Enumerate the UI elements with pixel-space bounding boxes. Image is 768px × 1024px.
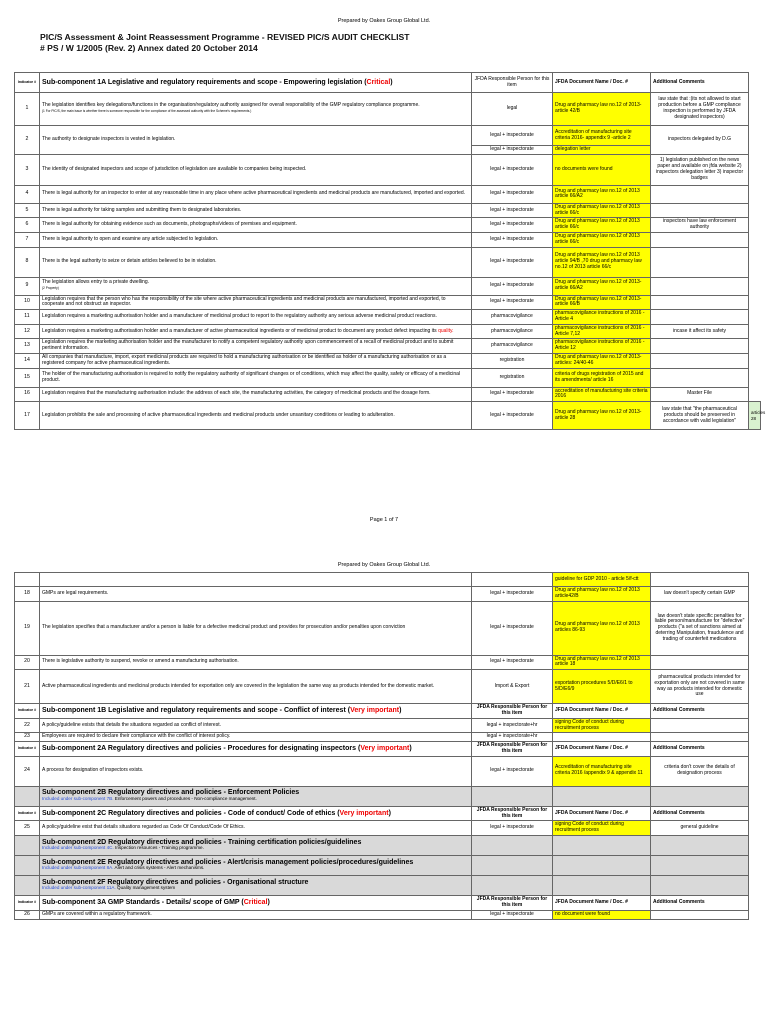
responsible-person: legal + inspectorate [472,655,553,670]
document-reference: Drug and pharmacy law no.12 of 2013- article 66/B [553,295,651,310]
doc-name-header: JFDA Document Name / Doc. # [553,806,651,821]
doc-name-header: JFDA Document Name / Doc. # [553,73,651,93]
document-reference: Accreditation of manufacturing site criteria 2016 /appendix 9 & appendix 11 [553,756,651,786]
responsible-person: legal + inspectorate [472,601,553,655]
indicator-label: Indicator # [15,73,40,93]
additional-comment: law doesn't state specific penalties for liable person/manufacture for "defective" products ("a set of sanctions aimed at deterring Manipulation, fraudulence and trading of counterfeit medications [651,601,749,655]
section-header-1b [15,704,761,719]
additional-comment [651,655,749,670]
extra-note [749,910,761,919]
prepared-by-header: Prepared by Oakes Group Global Ltd. [337,18,431,24]
document-reference: Drug and pharmacy law no.12 of 2013 article 66/c [553,232,651,247]
checklist-row-16 [15,387,761,402]
additional-comments-header: Additional Comments [651,806,749,821]
item-number: 12 [15,324,40,339]
additional-comments-header: Additional Comments [651,704,749,719]
section-title: Sub-component 1A Legislative and regulatory requirements and scope - Empowering legislation (Critical) [40,73,472,93]
document-reference: Drug and pharmacy law no.12 of 2013 article 66/A2 [553,185,651,203]
section-title: Sub-component 2D Regulatory directives and policies - Training certification policies/guidelines Included under sub-component 4C. Inspection resources - Training programme. [40,835,472,855]
item-number: 25 [15,821,40,836]
doc-name-header: JFDA Document Name / Doc. # [553,742,651,757]
item-requirement: The legislation specifies that a manufacturer and/or a person is liable for a defective medicinal product and provides for prosecution and/or penalties upon conviction [40,601,472,655]
responsible-person: legal + inspectorate [472,154,553,185]
document-reference: Drug and pharmacy law no.12 of 2013- articles: 24/40-46 [553,353,651,368]
document-reference: Accreditation of manufacturing site criteria 2016- appendix 9 -article 2 [553,126,651,146]
section-header-2f [15,875,761,895]
section-title: Sub-component 1B Legislative and regulatory requirements and scope - Conflict of interest (Very important) [40,704,472,719]
responsible-person: registration [472,353,553,368]
item-number: 8 [15,247,40,277]
document-reference: pharmacovigilance instructions of 2016 -Article 4 [553,310,651,325]
section-header-2a [15,742,761,757]
item-requirement: GMPs are covered within a regulatory framework. [40,910,472,919]
additional-comment [651,353,749,368]
item-number: 6 [15,218,40,233]
additional-comments-header: Additional Comments [651,73,749,93]
item-number: 13 [15,339,40,354]
item-number: 19 [15,601,40,655]
additional-comment [651,203,749,218]
item-requirement: The authority to designate inspectors is vested in legislation. [40,126,472,155]
item-requirement: Legislation requires a marketing authorisation holder and a manufacturer of active pharmaceutical ingredients or of medicinal product to document any product defect impacting its quality. [40,324,472,339]
item-number: 2 [15,126,40,155]
responsible-person: legal + inspectorate [472,185,553,203]
indicator-label: Indicator # [15,806,40,821]
item-number: 22 [15,718,40,733]
extra-note [749,247,761,277]
document-reference: signing Code of conduct during recruitment process [553,821,651,836]
extra-note [749,277,761,295]
item-requirement: Employees are required to declare their compliance with the conflict of interest policy. [40,733,472,742]
resp-person-header: JFDA Responsible Person for this item [472,895,553,910]
item-requirement: Legislation prohibits the sale and processing of active pharmaceutical ingredients and medicinal products under unsanitary conditions or leading to adulteration. [40,402,472,430]
checklist-row-13 [15,339,761,354]
extra-note [749,353,761,368]
additional-comment [651,185,749,203]
document-reference: criteria of drugs registration of 2015 and its amendments/ article 16 [553,368,651,387]
checklist-row-3 [15,154,761,185]
checklist-row-6 [15,218,761,233]
checklist-row-15 [15,368,761,387]
item-number: 3 [15,154,40,185]
additional-comment: general guideline [651,821,749,836]
responsible-person: pharmacovigilance [472,310,553,325]
additional-comment: inspectors delegated by D.G [651,126,749,155]
item-requirement: A process for designation of inspectors exists. [40,756,472,786]
item-requirement: The holder of the manufacturing authorisation is required to notify the regulatory authority of significant changes or of conditions, which may affect the quality, safety or efficacy of a medicinal product. [40,368,472,387]
additional-comment: incase it affect its safety [651,324,749,339]
item-number: 26 [15,910,40,919]
item-number: 1 [15,93,40,126]
resp-person-header: JFDA Responsible Person for this item [472,742,553,757]
checklist-row-20 [15,655,761,670]
additional-comment: law state that "the pharmaceutical products should be preserved in accordance with valid legislation" [651,402,749,430]
responsible-person: legal + inspectorate [472,756,553,786]
checklist-row-19 [15,601,761,655]
additional-comment: pharmaceutical products intended for exportation only are not covered in same way as products intended for domestic use [651,670,749,704]
responsible-person: legal + inspectorate [472,126,553,146]
item-requirement: A policy/guideline exists that details the situations regarded as conflict of interest. [40,718,472,733]
checklist-row-23 [15,733,761,742]
item-requirement: The identity of designated inspectors and scope of jurisdiction of legislation are available to companies being inspected. [40,154,472,185]
responsible-person: legal + inspectorate+hr [472,718,553,733]
additional-comments-header: Additional Comments [651,895,749,910]
item-number: 23 [15,733,40,742]
checklist-table-page2 [14,572,761,920]
checklist-row-24 [15,756,761,786]
additional-comment [651,277,749,295]
extra-note [749,718,761,733]
checklist-row-22 [15,718,761,733]
extra-note [749,821,761,836]
item-requirement: GMPs are legal requirements. [40,587,472,602]
indicator-label: Indicator # [15,895,40,910]
responsible-person: legal + inspectorate [472,821,553,836]
item-requirement: There is legal authority to open and examine any article subjected to legislation. [40,232,472,247]
extra-note [749,295,761,310]
extra-note [749,655,761,670]
extra-note [749,339,761,354]
additional-comment: 1) legislation published on the news paper and available on jfda website 2) inspectors delegation letter 3) inspector badges [651,154,749,185]
document-reference: Drug and pharmacy law no.12 of 2013 articles 86-93 [553,601,651,655]
extra-note [749,601,761,655]
document-reference: pharmacovigilance instructions of 2016 -Article 7,12 [553,324,651,339]
item-requirement: Legislation requires a marketing authorisation holder and a manufacturer of medicinal product to report to the regulatory authority any serious adverse medicinal product reactions. [40,310,472,325]
item-number: 11 [15,310,40,325]
section-header-2b [15,786,761,806]
extra-note [749,93,761,126]
item-number: 14 [15,353,40,368]
document-title-line2: # PS / W 1/2005 (Rev. 2) Annex dated 20 October 2014 [40,43,258,53]
page-number: Page 1 of 7 [369,517,399,523]
responsible-person: legal + inspectorate [472,277,553,295]
document-reference: no documents were found [553,154,651,185]
checklist-row-21 [15,670,761,704]
checklist-row-17 [15,402,761,430]
item-number: 10 [15,295,40,310]
item-number: 18 [15,587,40,602]
checklist-row-10 [15,295,761,310]
extra-note [749,218,761,233]
item-requirement: There is legal authority for an inspector to enter at any reasonable time in any place where active pharmaceutical ingredients and medicinal products are manufactured, imported and exported. [40,185,472,203]
extra-note [749,756,761,786]
section-title: Sub-component 2E Regulatory directives and policies - Alert/crisis management policies/procedures/guidelines Included under sub-component 8A. Alert and crisis systems - Alert mechanisms. [40,855,472,875]
checklist-row-7 [15,232,761,247]
item-number: 17 [15,402,40,430]
item-requirement: A policy/guideline exist that details situations regarded as Code Of Conduct/Code Of Ethics. [40,821,472,836]
extra-note [749,185,761,203]
section-header-1a [15,73,761,93]
additional-comment: criteria don't cover the details of designation process [651,756,749,786]
item-requirement: All companies that manufacture, import, export medicinal products are required to hold a manufacturing authorisation or be identified as holder of a manufacturing authorisation or as a registered company for active pharmaceutical ingredients. [40,353,472,368]
document-reference: pharmacovigilance instructions of 2016 -Article 12 [553,339,651,354]
responsible-person: pharmacovigilance [472,339,553,354]
responsible-person: legal + inspectorate [472,247,553,277]
document-reference: Drug and pharmacy law no.12 of 2013- article 28 [553,402,651,430]
item-number: 20 [15,655,40,670]
document-reference: Drug and pharmacy law no.12 of 2013- article 66/A2 [553,277,651,295]
checklist-row-8 [15,247,761,277]
extra-note: articles 28 [749,402,761,430]
document-reference: Drug and pharmacy law no.12 of 2013 article 18 [553,655,651,670]
document-reference: Drug and pharmacy law no.12 of 2013 article 94/B ,70 drug and pharmacy law no.12 of 2013 article 66/c [553,247,651,277]
document-reference: guideline for GDP 2010 - article 5/f-ctt [553,573,651,587]
doc-name-header: JFDA Document Name / Doc. # [553,704,651,719]
checklist-table-page1 [14,72,766,430]
responsible-person: legal + inspectorate [472,587,553,602]
item-number: 4 [15,185,40,203]
section-title: Sub-component 2A Regulatory directives and policies - Procedures for designating inspectors (Very important) [40,742,472,757]
document-reference: exportation procedures 5/D/E6/1 to 5/D/E6/9 [553,670,651,704]
document-title [40,32,409,54]
additional-comment: Master File [651,387,749,402]
responsible-person: pharmacovigilance [472,324,553,339]
additional-comment [651,295,749,310]
responsible-person: legal + inspectorate [472,146,553,155]
section-header-3a [15,895,761,910]
responsible-person: legal [472,93,553,126]
item-requirement: Active pharmaceutical ingredients and medicinal products intended for exportation only are covered in the legislation the same way as products intended for the domestic market. [40,670,472,704]
extra-note [749,324,761,339]
checklist-row-14 [15,353,761,368]
additional-comment [651,910,749,919]
item-number: 9 [15,277,40,295]
section-title: Sub-component 3A GMP Standards - Details/ scope of GMP (Critical) [40,895,472,910]
checklist-row-18 [15,587,761,602]
additional-comment [651,232,749,247]
indicator-label: Indicator # [15,704,40,719]
checklist-row-9 [15,277,761,295]
responsible-person: legal + inspectorate [472,232,553,247]
document-reference [553,733,651,742]
item-number: 21 [15,670,40,704]
responsible-person: legal + inspectorate+hr [472,733,553,742]
item-number: 24 [15,756,40,786]
additional-comment [651,310,749,325]
section-header-2d [15,835,761,855]
extra-note [749,310,761,325]
additional-comment: law doesn't specify certain GMP [651,587,749,602]
responsible-person: legal + inspectorate [472,295,553,310]
responsible-person: Import & Export [472,670,553,704]
checklist-row-26 [15,910,761,919]
item-number: 15 [15,368,40,387]
section-header-2e [15,855,761,875]
item-requirement: There is legislative authority to suspend, revoke or amend a manufacturing authorisation. [40,655,472,670]
resp-person-header: JFDA Responsible Person for this item [472,704,553,719]
extra-note [749,203,761,218]
extra-note [749,232,761,247]
doc-name-header: JFDA Document Name / Doc. # [553,895,651,910]
document-reference: delegation letter [553,146,651,155]
responsible-person: registration [472,368,553,387]
responsible-person: legal + inspectorate [472,218,553,233]
additional-comment: law state that :(its not allowed to start production before a GMP compliance inspection is performed by JFDA designated inspectors) [651,93,749,126]
item-requirement: The legislation identifies key delegations/functions in the organisation/regulatory authority assigned for overall responsibility of the GMP regulatory compliance programme. (1 For PIC/S, the main issue is whether there is someone responsible for the compliance of the assessed authority with the Scheme's requirements.) [40,93,472,126]
item-requirement: Legislation requires the marketing authorisation holder and the manufacturer to notify a competent regulatory authority upon commencement of a recall of medicinal product and to submit pertinent information. [40,339,472,354]
section-title: Sub-component 2C Regulatory directives and policies - Code of conduct/ Code of ethics (Very important) [40,806,472,821]
checklist-row-5 [15,203,761,218]
extra-note [749,387,761,402]
extra-note [749,670,761,704]
item-requirement: The legislation allows entry to a private dwelling. (2 Property) [40,277,472,295]
checklist-row-12 [15,324,761,339]
continuation-row [15,573,761,587]
document-reference: Drug and pharmacy law no.12 of 2013 article 66/c [553,203,651,218]
item-requirement: There is the legal authority to seize or detain articles believed to be in violation. [40,247,472,277]
checklist-row-4 [15,185,761,203]
item-number: 5 [15,203,40,218]
additional-comment: inspectors have law enforcement authority [651,218,749,233]
checklist-row-2 [15,126,761,146]
document-reference: Drug and pharmacy law no.12 of 2013 article42/B [553,587,651,602]
indicator-label: Indicator # [15,742,40,757]
importance-critical: Critical [366,78,391,86]
additional-comment [651,718,749,733]
document-reference: signing Code of conduct during recruitment process [553,718,651,733]
additional-comment [651,247,749,277]
extra-note [749,587,761,602]
resp-person-header: JFDA Responsible Person for this item [472,73,553,93]
item-requirement: There is legal authority for taking samples and submitting them to designated laboratories. [40,203,472,218]
checklist-row-25 [15,821,761,836]
responsible-person: legal + inspectorate [472,387,553,402]
section-title: Sub-component 2F Regulatory directives and policies - Organisational structure Included under sub-component 11A. Quality management system [40,875,472,895]
additional-comment [651,368,749,387]
document-reference: accreditation of manufacturing site criteria 2016 [553,387,651,402]
extra-note [749,154,761,185]
item-number: 7 [15,232,40,247]
document-reference: no document were found [553,910,651,919]
section-title: Sub-component 2B Regulatory directives and policies - Enforcement Policies Included under sub-component 7B. Enforcement powers and procedures - Non-compliance management. [40,786,472,806]
additional-comments-header: Additional Comments [651,742,749,757]
item-requirement: There is legal authority for obtaining evidence such as documents, photographs/videos of premises and equipment. [40,218,472,233]
prepared-by-header-page2: Prepared by Oakes Group Global Ltd. [337,562,431,568]
extra-note [749,368,761,387]
document-title-line1: PIC/S Assessment & Joint Reassessment Programme - REVISED PIC/S AUDIT CHECKLIST [40,32,410,42]
responsible-person: legal + inspectorate [472,402,553,430]
document-reference: Drug and pharmacy law no.12 of 2013 article 66/c [553,218,651,233]
checklist-row-1 [15,93,761,126]
section-header-2c [15,806,761,821]
additional-comment [651,733,749,742]
responsible-person: legal + inspectorate [472,910,553,919]
document-reference: Drug and pharmacy law no.12 of 2013- article 42/B [553,93,651,126]
extra-note [749,733,761,742]
responsible-person: legal + inspectorate [472,203,553,218]
item-requirement: Legislation requires that the manufacturing authorisation include: the address of each site, the manufacturing activities, the category of medicinal products and the dosage form. [40,387,472,402]
item-number: 16 [15,387,40,402]
item-requirement: Legislation requires that the person who has the responsibility of the site where active pharmaceutical ingredients and medicinal products are manufactured, imported and exported, to cooperate and not obstruct an inspector. [40,295,472,310]
resp-person-header: JFDA Responsible Person for this item [472,806,553,821]
checklist-row-11 [15,310,761,325]
additional-comment [651,339,749,354]
